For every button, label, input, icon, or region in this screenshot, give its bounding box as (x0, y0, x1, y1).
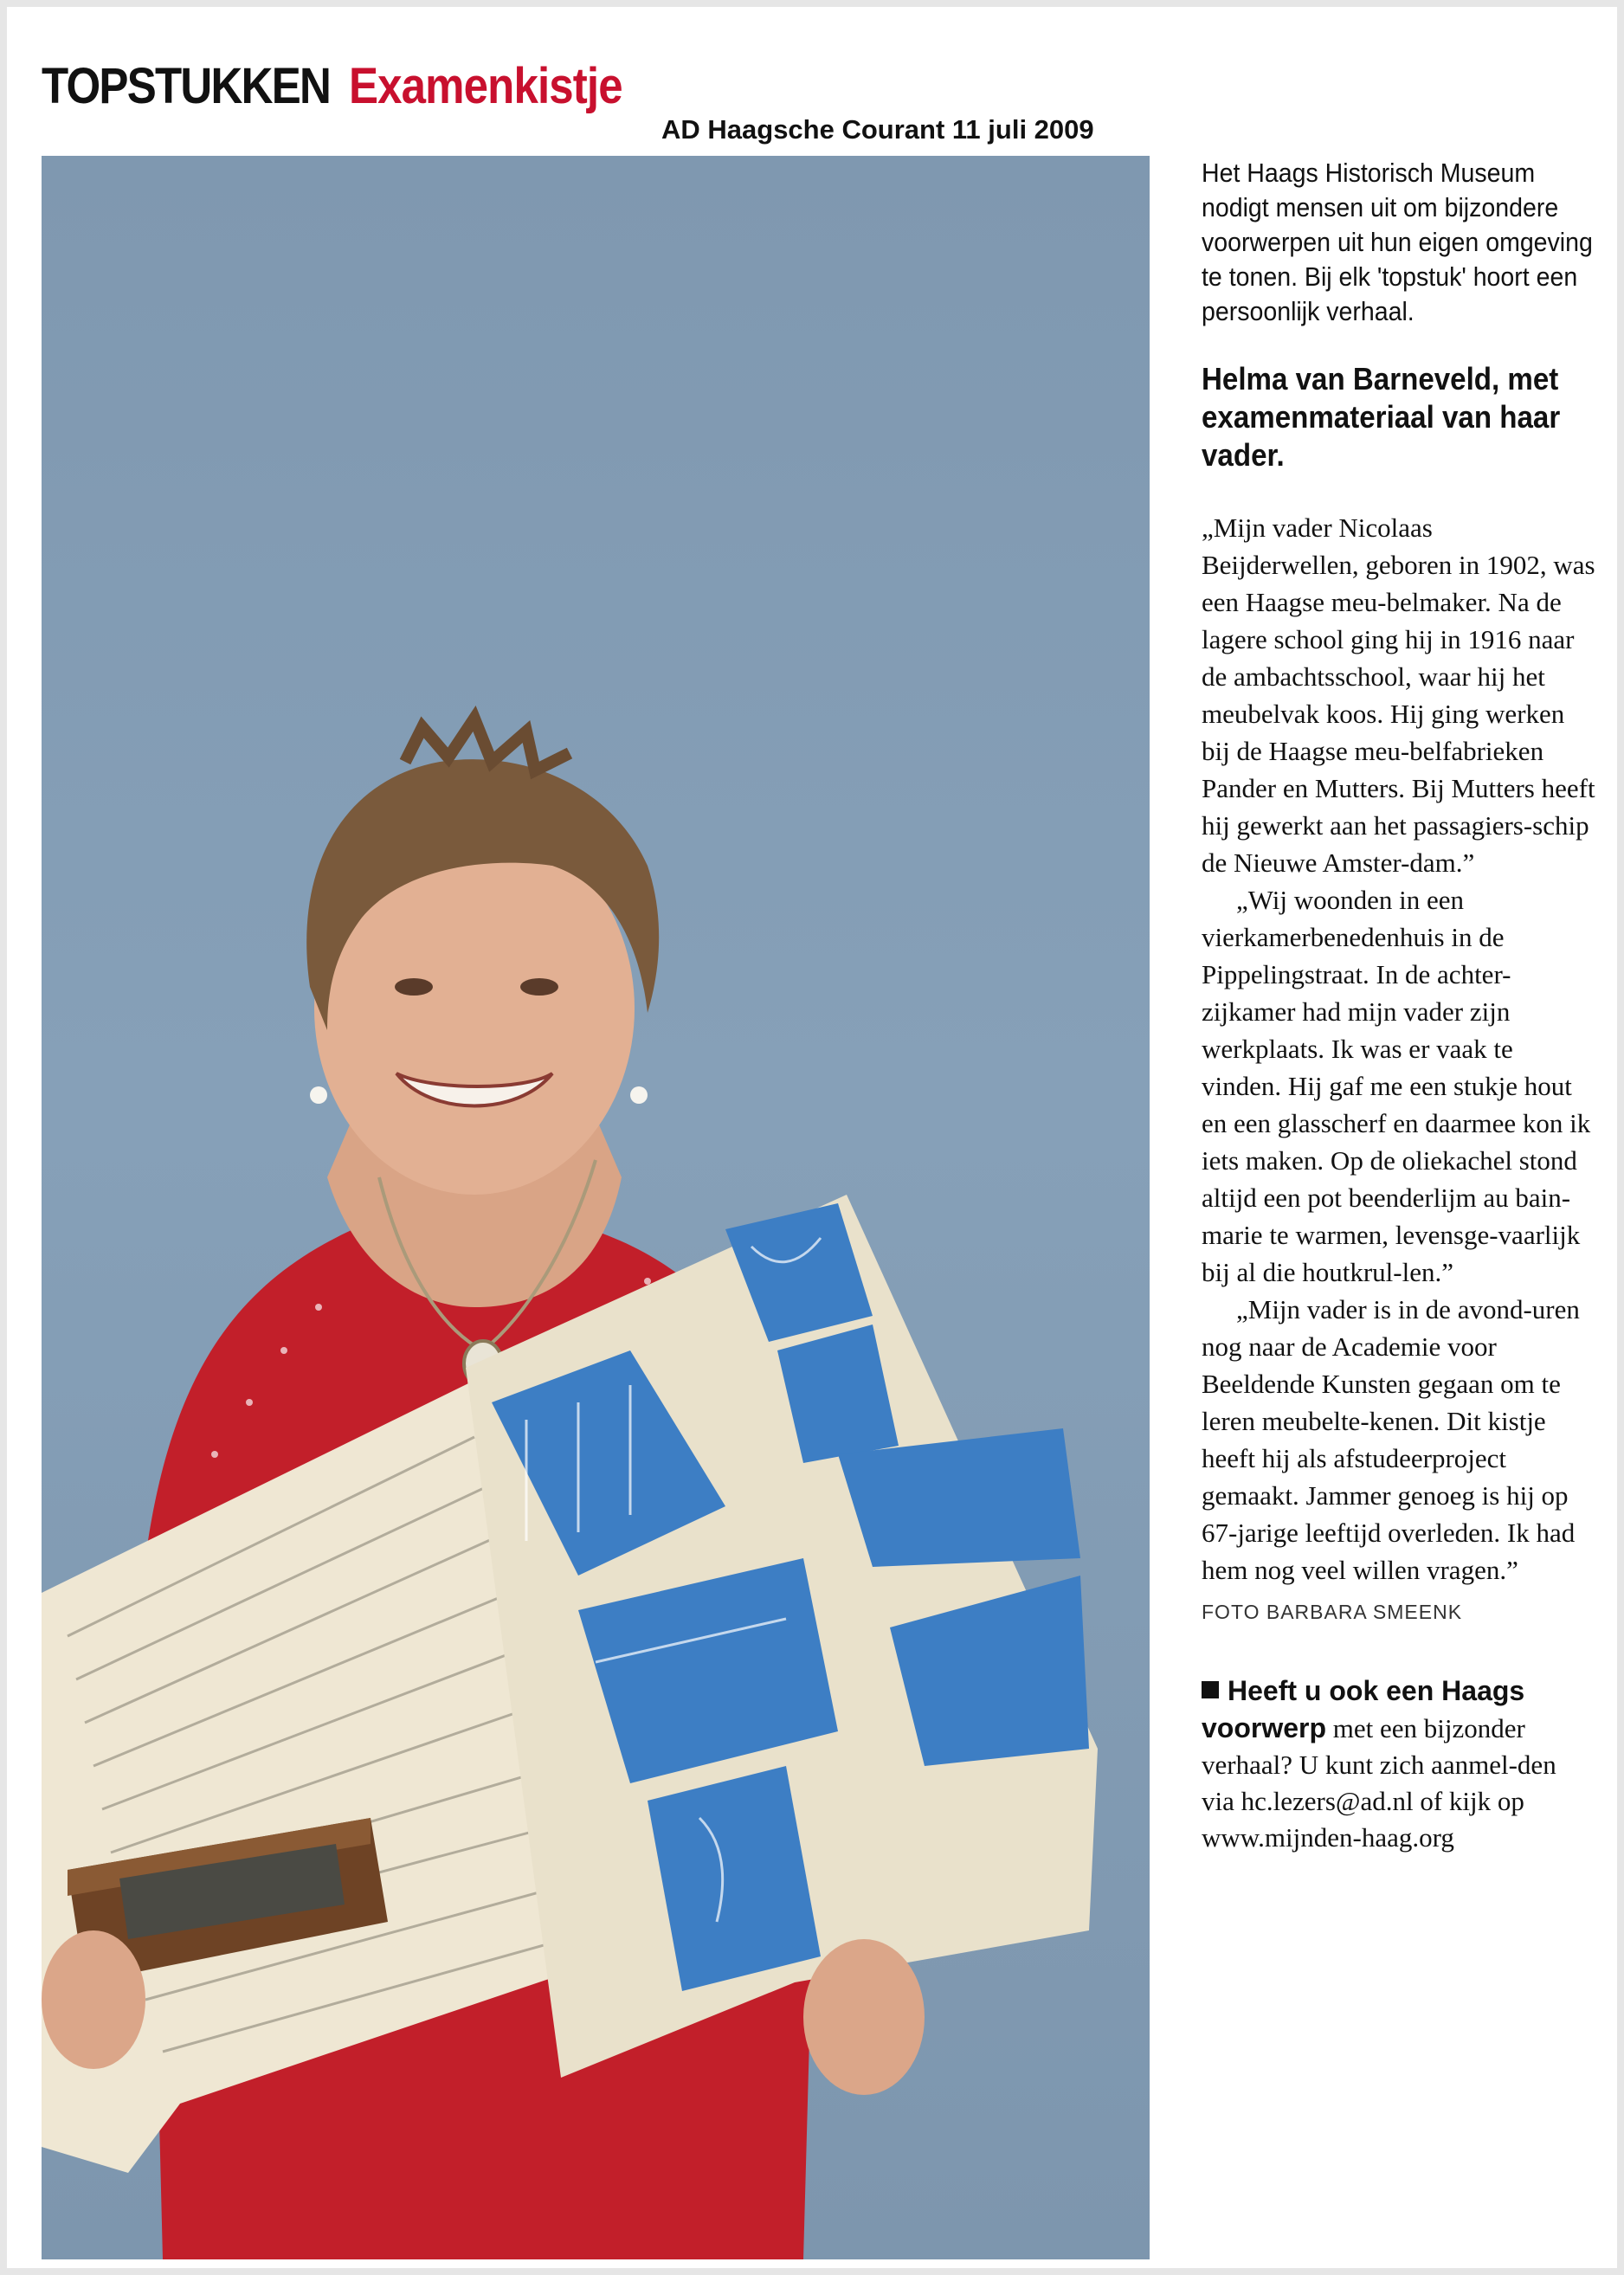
article-photo (42, 156, 1150, 2259)
article-body (1202, 509, 1595, 1589)
paragraph-1: „Mijn vader Nicolaas Beijderwellen, geboren in 1902, was een Haagse meu-belmaker. Na de lagere school ging hij in 1916 naar de ambachtsschool, waar hij het meubelvak koos. Hij ging werken bij de Haagse meu-belfabrieken Pander en Mutters. Bij Mutters heeft hij gewerkt aan het passagiers-schip de Nieuwe Amster-dam.” (1202, 512, 1595, 878)
masthead (42, 57, 660, 115)
cta-text: met een bijzonder verhaal? U kunt zich aanmel-den via hc.lezers@ad.nl of kijk op www.mijnden-haag.org (1202, 1713, 1556, 1853)
intro-text: Het Haags Historisch Museum nodigt mensen uit om bijzondere voorwerpen uit hun eigen omgeving te tonen. Bij elk 'topstuk' hoort een persoonlijk verhaal. (1202, 158, 1593, 326)
photo-credit: FOTO BARBARA SMEENK (1202, 1601, 1463, 1623)
article-subhead: Helma van Barneveld, met examenmateriaal van haar vader. (1202, 361, 1561, 473)
paragraph-3: „Mijn vader is in de avond-uren nog naar de Academie voor Beeldende Kunsten gegaan om te leren meubelte-kenen. Dit kistje heeft hij als afstudeerproject gemaakt. Jammer genoeg is hij op 67-jarige leeftijd overleden. Ik had hem nog veel willen vragen.” (1202, 1294, 1580, 1585)
paragraph-2: „Wij woonden in een vierkamerbenedenhuis in de Pippelingstraat. In de achter-zijkamer had mijn vader zijn werkplaats. Ik was er vaak te vinden. Hij gaf me een stukje hout en een glasscherf en daarmee kon ik iets maken. Op de oliekachel stond altijd een pot beenderlijm au bain-marie te warmen, levensge-vaarlijk bij al die houtkrul-len.” (1202, 885, 1591, 1287)
call-to-action (1202, 1672, 1595, 1856)
woman-with-drawing-book-photo (42, 156, 1150, 2259)
section-label: TOPSTUKKEN (42, 58, 331, 114)
source-line: AD Haagsche Courant 11 juli 2009 (661, 114, 1094, 145)
bullet-square-icon (1202, 1681, 1219, 1698)
article-title: Examenkistje (348, 58, 622, 114)
newspaper-page (7, 7, 1617, 2268)
cta-bold: Heeft u ook een Haags voorwerp (1202, 1675, 1525, 1743)
article-column (1202, 156, 1595, 1856)
